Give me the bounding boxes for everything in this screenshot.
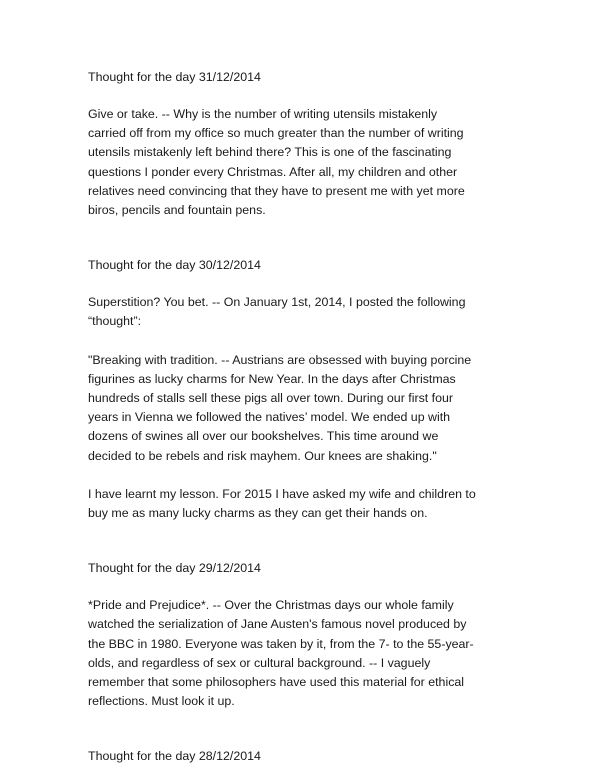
entry-paragraph (88, 596, 488, 711)
text-line: relatives need convincing that they have to present me with yet more (88, 183, 465, 198)
text-line: carried off from my office so much greater than the number of writing (88, 126, 464, 141)
entry-paragraph (88, 485, 488, 523)
text-line: watched the serialization of Jane Austen's famous novel produced by (88, 617, 467, 632)
text-line: figurines as lucky charms for New Year. In the days after Christmas (88, 371, 456, 386)
text-line: Superstition? You bet. -- On January 1st, 2014, I posted the following (88, 295, 466, 310)
text-line: olds, and regardless of sex or cultural background. -- I vaguely (88, 655, 431, 670)
entry-heading: Thought for the day 30/12/2014 (88, 258, 261, 273)
entry-heading: Thought for the day 28/12/2014 (88, 749, 261, 764)
entry-paragraph (88, 351, 488, 466)
entry-heading: Thought for the day 31/12/2014 (88, 70, 261, 84)
text-line: the BBC in 1980. Everyone was taken by it, from the 7- to the 55-year- (88, 636, 474, 651)
text-line: dozens of swines all over our bookshelves. This time around we (88, 429, 439, 444)
text-line: decided to be rebels and risk mayhem. Our knees are shaking." (88, 448, 437, 463)
entry-heading: Thought for the day 29/12/2014 (88, 561, 261, 576)
text-line: reflections. Must look it up. (88, 694, 235, 709)
document-page (88, 68, 488, 765)
entry-paragraph (88, 105, 488, 220)
entry-paragraph (88, 293, 488, 331)
text-line: Give or take. -- Why is the number of writing utensils mistakenly (88, 107, 438, 121)
text-line: remember that some philosophers have used this material for ethical (88, 675, 465, 690)
text-line: *Pride and Prejudice*. -- Over the Christmas days our whole family (88, 598, 454, 613)
text-line: hundreds of stalls sell these pigs all over town. During our first four (88, 391, 454, 406)
text-line: "Breaking with tradition. -- Austrians are obsessed with buying porcine (88, 352, 472, 367)
text-line: buy me as many lucky charms as they can get their hands on. (88, 506, 428, 521)
text-line: biros, pencils and fountain pens. (88, 203, 266, 218)
text-line: years in Vienna we followed the natives’ model. We ended up with (88, 410, 451, 425)
text-line: I have learnt my lesson. For 2015 I have asked my wife and children to (88, 486, 476, 501)
text-line: “thought”: (88, 314, 142, 329)
text-line: questions I ponder every Christmas. After all, my children and other (88, 164, 458, 179)
text-line: utensils mistakenly left behind there? This is one of the fascinating (88, 145, 452, 160)
